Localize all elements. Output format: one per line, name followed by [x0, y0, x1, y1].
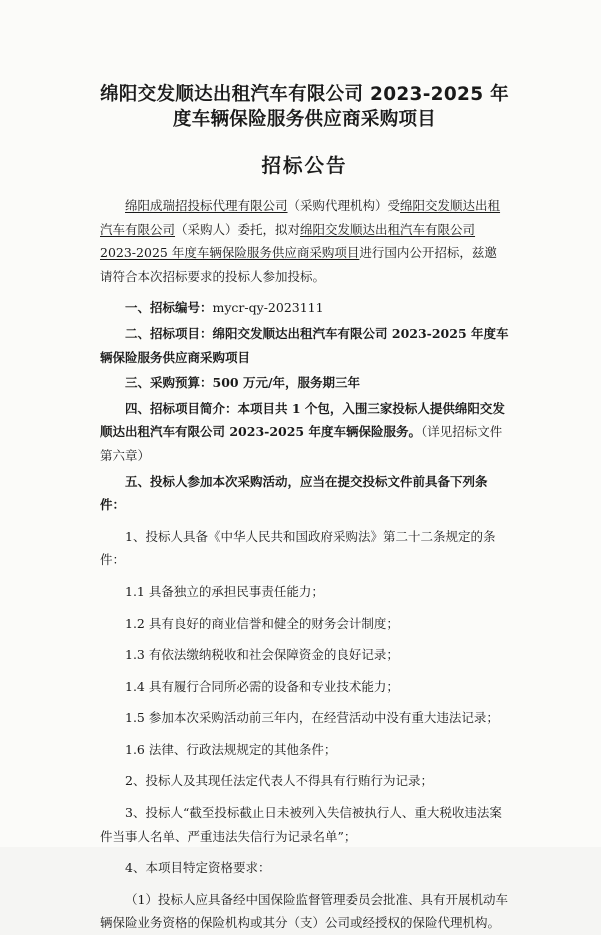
condition-1-1: 1.1 具备独立的承担民事责任能力； — [125, 583, 324, 599]
condition-3: 3、投标人“截至投标截止日未被列入失信被执行人、重大税收违法案件当事人名单、严重违法失信行为记录名单”； — [100, 805, 502, 844]
condition-1-2: 1.2 具有良好的商业信誉和健全的财务会计制度； — [125, 615, 399, 631]
agent-name: 绵阳成瑞招投标代理有限公司 — [125, 198, 288, 213]
condition-1-6: 1.6 法律、行政法规规定的其他条件； — [125, 741, 337, 757]
tender-number-value: mycr-qy-2023111 — [212, 300, 324, 316]
document-title: 绵阳交发顺达出租汽车有限公司 2023-2025 年度车辆保险服务供应商采购项目 — [100, 84, 509, 130]
condition-1: 1、投标人具备《中华人民共和国政府采购法》第二十二条规定的条件： — [100, 528, 496, 568]
condition-1-4: 1.4 具有履行合同所必需的设备和专业技术能力； — [125, 678, 399, 694]
condition-1-3: 1.3 有依法缴纳税收和社会保障资金的良好记录； — [125, 647, 399, 663]
tender-number-label: 一、招标编号： — [125, 300, 213, 316]
tender-project-value: 绵阳交发顺达出租汽车有限公司 2023-2025 年度车辆保险服务供应商采购项目 — [100, 325, 509, 365]
section-tender-number — [100, 296, 509, 320]
project-name: 绵阳交发顺达出租汽车有限公司 2023-2025 年度车辆保险服务供应商采购项目 — [100, 221, 476, 261]
tender-project-label: 二、招标项目： — [125, 325, 213, 341]
section-budget: 三、采购预算：500 万元/年，服务期三年 — [125, 375, 361, 391]
document-subtitle: 招标公告 — [261, 154, 348, 177]
project-summary-bold: 四、招标项目简介：本项目共 1 个包，入围三家投标人提供绵阳交发顺达出租汽车有限公司 2023-2025 年度车辆保险服务。 — [100, 400, 505, 440]
project-summary-note: （详见招标文件第六章） — [100, 424, 503, 463]
buyer-name: 绵阳交发顺达出租汽车有限公司 — [100, 198, 501, 237]
section-bidder-conditions: 五、投标人参加本次采购活动，应当在提交投标文件前具备下列条件： — [100, 473, 488, 513]
section-project-summary — [100, 397, 509, 468]
condition-4-1: （1）投标人应具备经中国保险监督管理委员会批准、具有开展机动车辆保险业务资格的保险机构或其分（支）公司或经授权的保险代理机构。 — [100, 891, 508, 931]
condition-2: 2、投标人及其现任法定代表人不得具有行贿行为记录； — [125, 773, 433, 789]
intro-text-3: 进行国内公开招标，兹邀请符合本次招标要求的投标人参加投标。 — [100, 245, 497, 284]
section-tender-project — [100, 322, 509, 369]
intro-text-1: （采购代理机构）受 — [287, 198, 401, 213]
intro-paragraph — [100, 194, 509, 288]
condition-4: 4、本项目特定资格要求： — [125, 860, 271, 876]
condition-1-5: 1.5 参加本次采购活动前三年内，在经营活动中没有重大违法记录； — [125, 710, 499, 726]
intro-text-2: （采购人）委托，拟对 — [175, 221, 301, 237]
